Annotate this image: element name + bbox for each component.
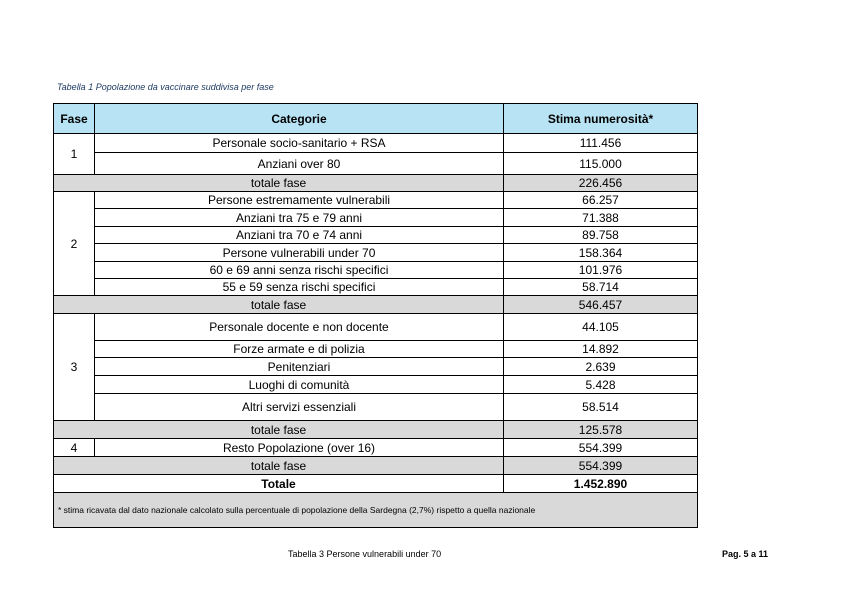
category-cell: Personale docente e non docente: [95, 314, 504, 341]
category-cell: Persone vulnerabili under 70: [95, 244, 504, 262]
category-cell: Anziani tra 75 e 79 anni: [95, 209, 504, 227]
value-cell: 115.000: [504, 153, 698, 175]
value-cell: 58.714: [504, 279, 698, 296]
category-cell: Anziani over 80: [95, 153, 504, 175]
header-categorie: Categorie: [95, 104, 504, 134]
note-row: [54, 493, 698, 528]
table-row: [54, 376, 698, 394]
value-cell: 554.399: [504, 439, 698, 457]
table-row: [54, 153, 698, 175]
value-cell: 111.456: [504, 134, 698, 153]
category-cell: 55 e 59 senza rischi specifici: [95, 279, 504, 296]
table-row: [54, 244, 698, 262]
category-cell: Altri servizi essenziali: [95, 394, 504, 421]
subtotal-value: 554.399: [504, 457, 698, 475]
population-table: [53, 103, 698, 528]
grand-total-value: 1.452.890: [504, 475, 698, 493]
category-cell: Luoghi di comunità: [95, 376, 504, 394]
table-row: [54, 209, 698, 227]
grand-total-label: Totale: [54, 475, 504, 493]
subtotal-value: 226.456: [504, 175, 698, 192]
value-cell: 66.257: [504, 192, 698, 209]
fase-cell: 3: [54, 314, 95, 421]
table-row: [54, 439, 698, 457]
table-row: [54, 314, 698, 341]
table-caption: Tabella 1 Popolazione da vaccinare suddivisa per fase: [57, 82, 274, 92]
table-row: [54, 192, 698, 209]
subtotal-label: totale fase: [54, 296, 504, 314]
subtotal-value: 125.578: [504, 421, 698, 439]
subtotal-label: totale fase: [54, 457, 504, 475]
category-cell: Personale socio-sanitario + RSA: [95, 134, 504, 153]
table-header-row: [54, 104, 698, 134]
value-cell: 5.428: [504, 376, 698, 394]
subtotal-row: [54, 175, 698, 192]
footer-caption: Tabella 3 Persone vulnerabili under 70: [288, 549, 442, 559]
value-cell: 158.364: [504, 244, 698, 262]
subtotal-label: totale fase: [54, 175, 504, 192]
table-row: [54, 394, 698, 421]
table-row: [54, 134, 698, 153]
value-cell: 44.105: [504, 314, 698, 341]
subtotal-row: [54, 457, 698, 475]
category-cell: Penitenziari: [95, 358, 504, 376]
page-number: Pag. 5 a 11: [722, 549, 769, 559]
table-row: [54, 279, 698, 296]
value-cell: 71.388: [504, 209, 698, 227]
table-row: [54, 262, 698, 279]
subtotal-label: totale fase: [54, 421, 504, 439]
category-cell: Resto Popolazione (over 16): [95, 439, 504, 457]
category-cell: Forze armate e di polizia: [95, 341, 504, 358]
fase-cell: 4: [54, 439, 95, 457]
value-cell: 101.976: [504, 262, 698, 279]
grand-total-row: [54, 475, 698, 493]
subtotal-row: [54, 421, 698, 439]
table-row: [54, 341, 698, 358]
category-cell: Anziani tra 70 e 74 anni: [95, 227, 504, 244]
table-row: [54, 358, 698, 376]
header-stima: Stima numerosità*: [504, 104, 698, 134]
fase-cell: 1: [54, 134, 95, 175]
category-cell: 60 e 69 anni senza rischi specifici: [95, 262, 504, 279]
header-fase: Fase: [54, 104, 95, 134]
value-cell: 89.758: [504, 227, 698, 244]
value-cell: 2.639: [504, 358, 698, 376]
value-cell: 58.514: [504, 394, 698, 421]
value-cell: 14.892: [504, 341, 698, 358]
category-cell: Persone estremamente vulnerabili: [95, 192, 504, 209]
table-row: [54, 227, 698, 244]
subtotal-row: [54, 296, 698, 314]
subtotal-value: 546.457: [504, 296, 698, 314]
fase-cell: 2: [54, 192, 95, 296]
footnote: * stima ricavata dal dato nazionale calcolato sulla percentuale di popolazione della Sardegna (2,7%) rispetto a quella nazionale: [54, 493, 698, 528]
